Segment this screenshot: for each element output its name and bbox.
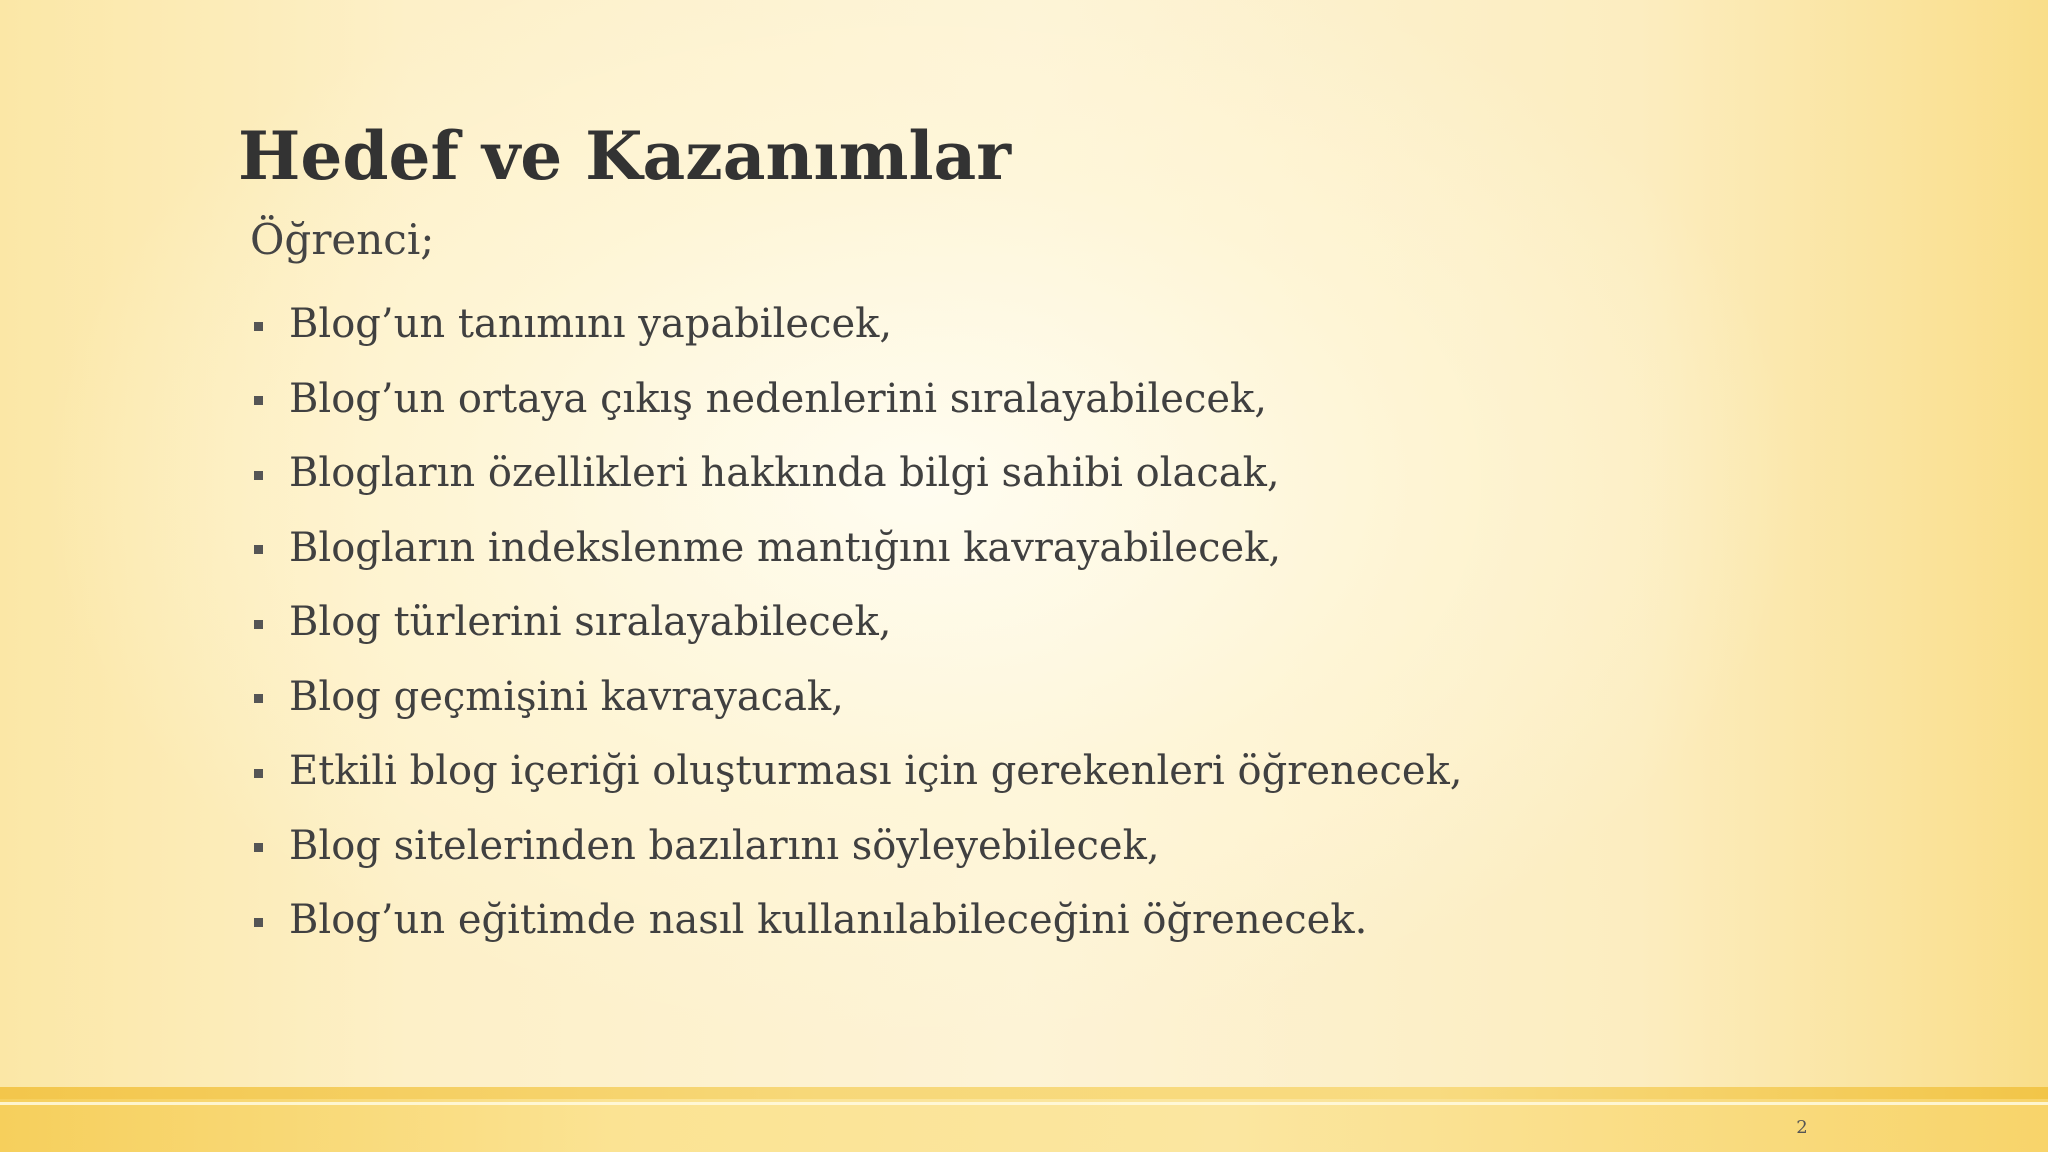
list-item: [248, 655, 1748, 740]
list-item: [248, 580, 1748, 665]
list-item-text: Blog geçmişini kavrayacak,: [289, 673, 844, 720]
list-item: [248, 804, 1748, 889]
list-item: [248, 357, 1748, 442]
square-bullet-icon: [254, 620, 263, 629]
square-bullet-icon: [254, 843, 263, 852]
list-item-text: Etkili blog içeriği oluşturması için gerekenleri öğrenecek,: [289, 748, 1463, 795]
square-bullet-icon: [254, 396, 263, 405]
list-item-text: Blogların indekslenme mantığını kavrayabilecek,: [289, 524, 1282, 571]
list-item: [248, 506, 1748, 591]
square-bullet-icon: [254, 545, 263, 554]
square-bullet-icon: [254, 769, 263, 778]
list-item-text: Blog’un tanımını yapabilecek,: [289, 301, 893, 348]
slide-body: [248, 210, 1748, 963]
footer-stripe: [0, 1087, 2048, 1099]
page-number: 2: [1796, 1117, 1808, 1138]
square-bullet-icon: [254, 322, 263, 331]
list-item: [248, 878, 1748, 963]
square-bullet-icon: [254, 918, 263, 927]
list-item: [248, 729, 1748, 814]
objectives-list: [248, 282, 1748, 963]
list-item: [248, 431, 1748, 516]
list-item-text: Blog’un ortaya çıkış nedenlerini sıralayabilecek,: [289, 375, 1267, 422]
intro-text: Öğrenci;: [250, 215, 435, 264]
list-item-text: Blog türlerini sıralayabilecek,: [289, 599, 892, 646]
list-item-text: Blogların özellikleri hakkında bilgi sahibi olacak,: [289, 450, 1280, 497]
list-item-text: Blog’un eğitimde nasıl kullanılabileceğini öğrenecek.: [289, 897, 1368, 944]
list-item-text: Blog sitelerinden bazılarını söyleyebilecek,: [289, 822, 1160, 869]
footer-divider: [0, 1102, 2048, 1105]
square-bullet-icon: [254, 471, 263, 480]
list-item: [248, 282, 1748, 367]
slide-title: Hedef ve Kazanımlar: [238, 117, 1012, 195]
square-bullet-icon: [254, 694, 263, 703]
